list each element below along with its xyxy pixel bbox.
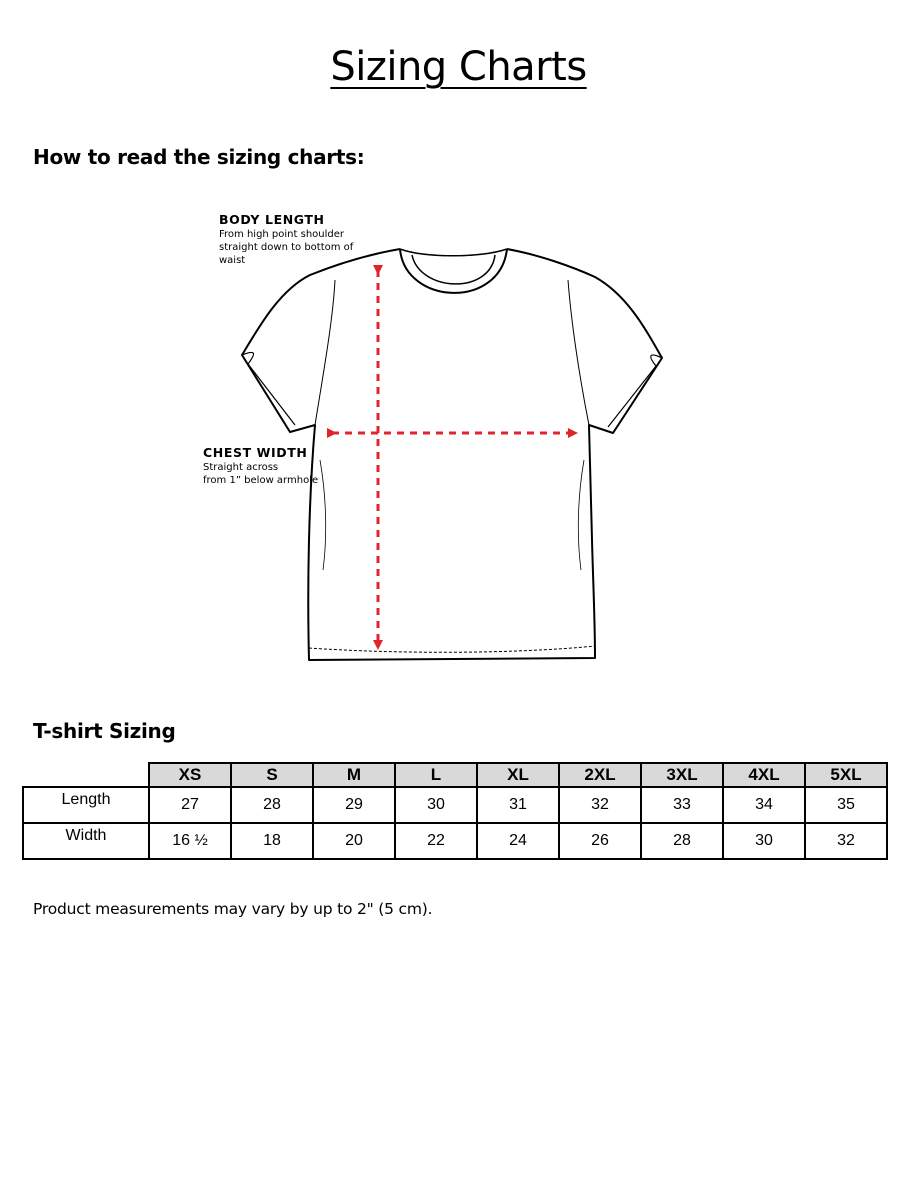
size-header-cell: XL — [477, 763, 559, 787]
size-header-cell: L — [395, 763, 477, 787]
chest-width-description — [203, 461, 363, 487]
row-label-cell: Length — [23, 787, 149, 823]
size-header-cell: S — [231, 763, 313, 787]
table-cell: 18 — [231, 823, 313, 859]
how-to-read-heading: How to read the sizing charts: — [33, 145, 365, 169]
table-cell: 16 ½ — [149, 823, 231, 859]
table-cell: 28 — [231, 787, 313, 823]
row-label-cell: Width — [23, 823, 149, 859]
chest-width-description-line: from 1” below armhole — [203, 475, 319, 486]
table-cell: 24 — [477, 823, 559, 859]
body-length-description — [219, 228, 379, 267]
table-cell: 30 — [395, 787, 477, 823]
table-cell: 32 — [805, 823, 887, 859]
table-cell: 29 — [313, 787, 395, 823]
table-cell: 31 — [477, 787, 559, 823]
chest-width-label: CHEST WIDTH — [203, 445, 308, 460]
size-header-cell: 2XL — [559, 763, 641, 787]
table-corner-cell — [23, 763, 149, 787]
tshirt-outline-icon — [195, 200, 675, 680]
body-length-description-line: straight down to bottom of waist — [219, 242, 354, 266]
size-header-cell: 3XL — [641, 763, 723, 787]
tshirt-measurement-diagram — [195, 200, 675, 680]
table-cell: 28 — [641, 823, 723, 859]
table-cell: 34 — [723, 787, 805, 823]
body-length-description-line: From high point shoulder — [219, 229, 345, 240]
size-header-cell: 5XL — [805, 763, 887, 787]
table-row — [23, 787, 887, 823]
size-header-cell: 4XL — [723, 763, 805, 787]
table-cell: 27 — [149, 787, 231, 823]
size-header-cell: M — [313, 763, 395, 787]
table-cell: 33 — [641, 787, 723, 823]
table-cell: 26 — [559, 823, 641, 859]
table-cell: 35 — [805, 787, 887, 823]
chest-width-description-line: Straight across — [203, 462, 279, 473]
body-length-label: BODY LENGTH — [219, 212, 325, 227]
table-row — [23, 823, 887, 859]
size-header-cell: XS — [149, 763, 231, 787]
table-cell: 20 — [313, 823, 395, 859]
tshirt-sizing-heading: T-shirt Sizing — [33, 719, 176, 743]
page-title: Sizing Charts — [330, 44, 587, 90]
measurement-note: Product measurements may vary by up to 2" (5 cm). — [33, 900, 433, 918]
tshirt-sizing-table — [22, 762, 888, 860]
table-cell: 32 — [559, 787, 641, 823]
table-cell: 30 — [723, 823, 805, 859]
table-cell: 22 — [395, 823, 477, 859]
table-header-row — [23, 763, 887, 787]
